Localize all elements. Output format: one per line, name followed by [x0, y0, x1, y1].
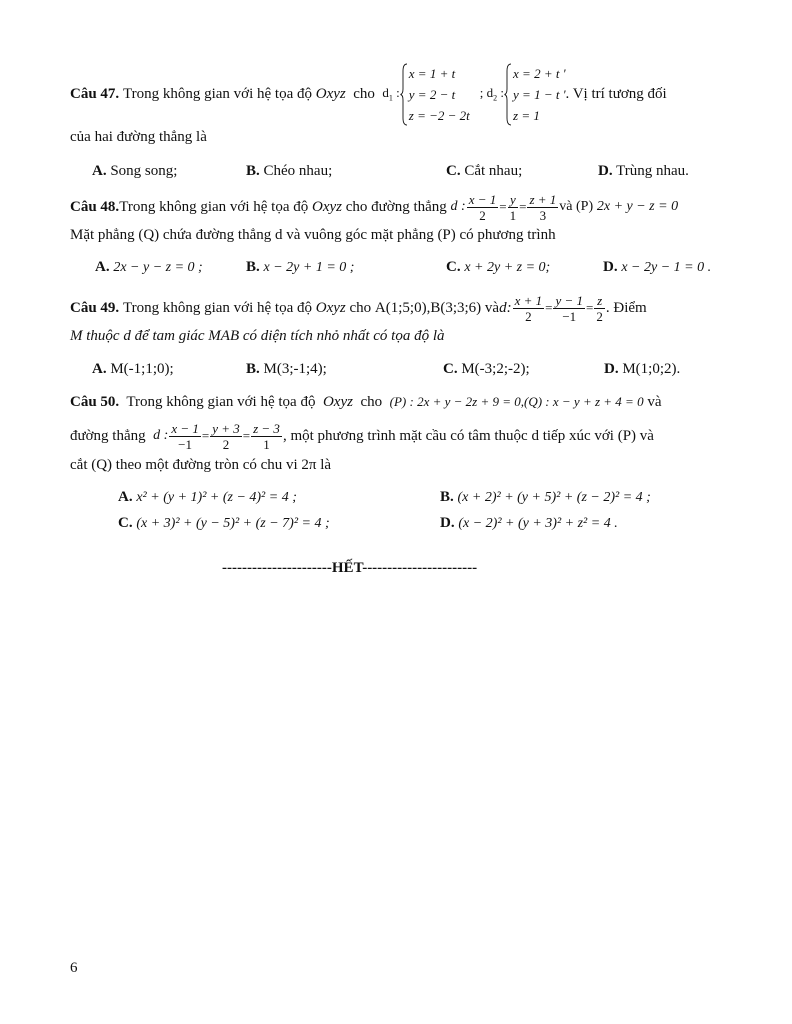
q47-text: Trong không gian với hệ tọa độ: [122, 85, 312, 102]
q48-option-b[interactable]: B. x − 2y + 1 = 0 ;: [246, 259, 355, 275]
q48-oxyz: Oxyz: [311, 198, 342, 215]
q49-oxyz: Oxyz: [315, 299, 346, 316]
q49-option-d[interactable]: D. M(1;0;2).: [604, 361, 681, 377]
q47-option-c[interactable]: C. Cắt nhau;: [446, 163, 523, 179]
q48-text: Trong không gian với hệ tọa độ: [119, 198, 309, 215]
q47-d1-label: $d_1$ :: [382, 85, 400, 103]
q47-d2-label: ; $d_2$ :: [479, 85, 505, 103]
q48-text2: cho đường thẳng: [345, 198, 447, 215]
q49-option-c[interactable]: C. M(-3;2;-2);: [443, 361, 530, 377]
q48-fraction-x: $\frac{x - 1}{2}$: [468, 191, 497, 223]
q50-line2-a: đường thẳng: [70, 427, 146, 444]
q48-fraction-y: $\frac{y}{1}$: [509, 191, 517, 223]
q50-oxyz: Oxyz: [322, 394, 353, 410]
brace-icon: [400, 63, 408, 126]
q50-text2: cho: [360, 394, 383, 410]
q47-tail: . Vị trí tương đối: [565, 85, 667, 102]
q50-fraction-y: $\frac{y + 3}{2}$: [212, 420, 240, 452]
q47-option-a[interactable]: A. Song song;: [92, 163, 178, 179]
q47-option-b[interactable]: B. Chéo nhau;: [246, 163, 333, 179]
q50-planes: (P) : 2x + y − 2z + 9 = 0,(Q) : x − y + z + 4 = 0: [389, 394, 644, 409]
q49-d: d:: [499, 299, 512, 316]
q47-line2: của hai đường thẳng là: [70, 129, 207, 145]
q49-label: Câu 49.: [70, 299, 120, 316]
q50-fraction-z: $\frac{z - 3}{1}$: [253, 420, 280, 452]
q50-option-c[interactable]: C. (x + 3)² + (y − 5)² + (z − 7)² = 4 ;: [118, 515, 330, 531]
q50-d: d :: [153, 428, 169, 443]
q48-va: và (P): [559, 199, 594, 214]
q48-plane: 2x + y − z = 0: [596, 199, 679, 214]
q50-fraction-x: $\frac{x - 1}{-1}$: [171, 420, 199, 452]
page-number: 6: [70, 960, 78, 976]
q47-oxyz: Oxyz: [315, 85, 346, 102]
brace-icon: [504, 63, 512, 126]
q50-option-b[interactable]: B. (x + 2)² + (y + 5)² + (z − 2)² = 4 ;: [440, 489, 651, 505]
q48-line2: Mặt phẳng (Q) chứa đường thẳng d và vuông góc mặt phẳng (P) có phương trình: [70, 227, 556, 243]
q47-option-d[interactable]: D. Trùng nhau.: [598, 163, 689, 179]
q49-fraction-y: $\frac{y - 1}{-1}$: [555, 292, 584, 324]
q48-line1: Câu 48. Trong không gian với hệ tọa độ Oxyz cho đường thẳng d : $\frac{x - 1}{2}$ = $\frac{y}{1}$ = $\frac{z + 1}{3}$ và (P) 2x + y − z = 0: [70, 191, 679, 223]
q49-tail: . Điểm: [605, 299, 647, 316]
q50-va: và: [647, 394, 662, 410]
q50-label: Câu 50.: [70, 394, 120, 410]
q49-text2: cho: [349, 299, 372, 316]
q48-d: d :: [450, 199, 466, 214]
q49-line1: Câu 49. Trong không gian với hệ tọa độ Oxyz cho A(1;5;0), B(3;3;6) và d: $\frac{x + 1}{2}$ = $\frac{y - 1}{-1}$ = $\frac{z}{2}$ . Điểm: [70, 292, 647, 324]
end-marker: ----------------------HẾT-----------------------: [222, 560, 478, 576]
q50-line3: cắt (Q) theo một đường tròn có chu vi 2π là: [70, 457, 332, 473]
q48-option-c[interactable]: C. x + 2y + z = 0;: [446, 259, 551, 275]
q50-line2-b: , một phương trình mặt cầu có tâm thuộc d tiếp xúc với (P) và: [282, 427, 654, 444]
q49-line2: M thuộc d để tam giác MAB có diện tích nhỏ nhất có tọa độ là: [70, 328, 445, 344]
q48-fraction-z: $\frac{z + 1}{3}$: [529, 191, 557, 223]
q49-fraction-x: $\frac{x + 1}{2}$: [514, 292, 543, 324]
q47-line1: [70, 62, 667, 126]
q49-option-a[interactable]: A. M(-1;1;0);: [92, 361, 174, 377]
q50-option-a[interactable]: A. x² + (y + 1)² + (z − 4)² = 4 ;: [118, 489, 297, 505]
q49-fraction-z: $\frac{z}{2}$: [596, 292, 603, 324]
q47-label: Câu 47.: [70, 85, 120, 102]
q47-d2-system: x = 2 + t ' y = 1 − t ' z = 1: [504, 63, 565, 126]
q50-line2: đường thẳng d : $\frac{x - 1}{-1}$ = $\frac{y + 3}{2}$ = $\frac{z - 3}{1}$ , một phương trình mặt cầu có tâm thuộc d tiếp xúc với (P) và: [70, 420, 654, 452]
q50-option-d[interactable]: D. (x − 2)² + (y + 3)² + z² = 4 .: [440, 515, 618, 531]
q48-option-a[interactable]: A. 2x − y − z = 0 ;: [95, 259, 203, 275]
q49-point-b: B(3;3;6) và: [430, 299, 500, 316]
q47-d1-system: x = 1 + t y = 2 − t z = −2 − 2t: [400, 63, 470, 126]
q48-option-d[interactable]: D. x − 2y − 1 = 0 .: [603, 259, 712, 275]
q49-text: Trong không gian với hệ tọa độ: [122, 299, 312, 316]
q49-point-a: A(1;5;0),: [374, 299, 431, 316]
q48-label: Câu 48.: [70, 198, 120, 215]
q49-option-b[interactable]: B. M(3;-1;4);: [246, 361, 327, 377]
q50-line1: [70, 394, 662, 411]
q50-text: Trong không gian với hệ tọa độ: [126, 394, 316, 410]
q47-cho: cho: [353, 85, 375, 102]
